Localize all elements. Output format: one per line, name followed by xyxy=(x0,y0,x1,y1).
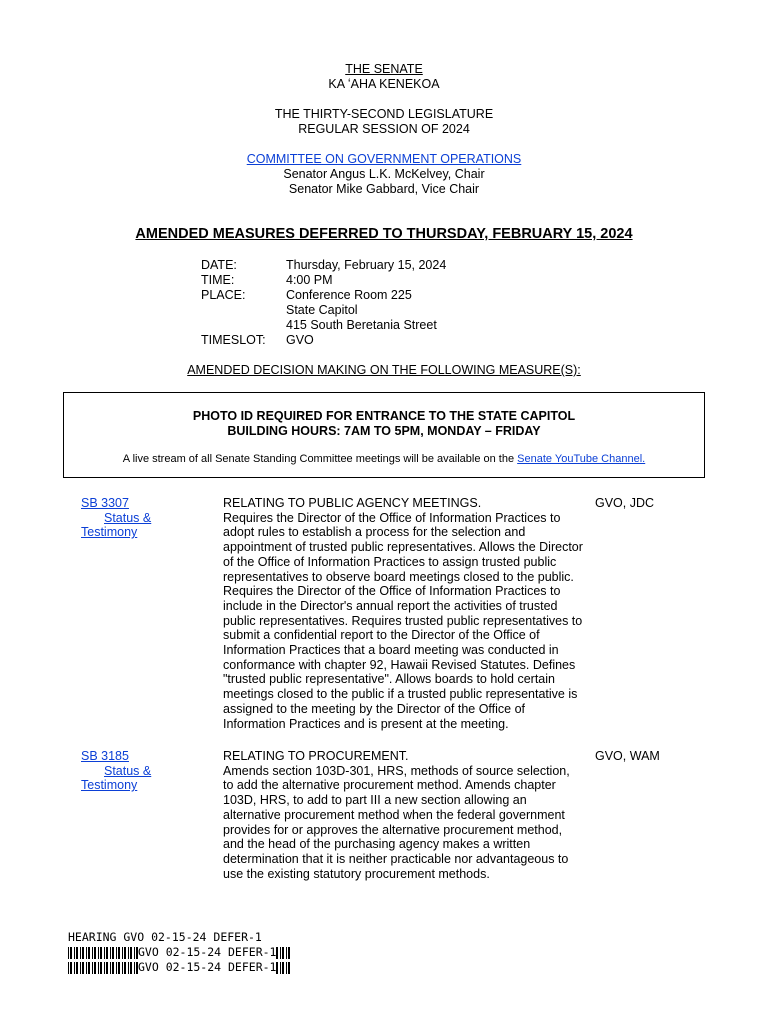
barcode-code: GVO 02-15-24 DEFER-1 xyxy=(138,945,277,959)
place-value-2: State Capitol xyxy=(286,303,358,317)
legislature-heading: THE THIRTY-SECOND LEGISLATURE xyxy=(274,107,494,121)
measure-title: RELATING TO PUBLIC AGENCY MEETINGS. xyxy=(223,496,482,510)
measure-description: Requires the Director of the Office of Information Practices to adopt rules to establish a process for the selection and appointment of trusted public representatives. Allows the Director of the Office of Information Practices to assign trusted public representatives to observe board meetings closed to the public. Requires the Director of the Office of Information Practices to include in the Director's annual report the activities of trusted public representatives. Requires trusted public representatives to submit a confidential report to the Director of the Office of Information Practices that a board meeting was conducted in conformance with chapter 92, Hawaii Revised Statutes. Defines "trusted public representative". Allows boards to hold certain meetings closed to the public if a trusted public representative is assigned to the meeting by the Director of the Office of Information Practices and is present at the meeting. xyxy=(223,510,583,731)
live-stream-text: A live stream of all Senate Standing Committee meetings will be available on the xyxy=(122,453,518,465)
measure-title: RELATING TO PROCUREMENT. xyxy=(223,749,409,763)
senate-heading: THE SENATE xyxy=(345,62,423,76)
barcode-icon xyxy=(68,947,138,959)
barcode-code: GVO 02-15-24 DEFER-1 xyxy=(138,960,277,974)
photo-id-notice: PHOTO ID REQUIRED FOR ENTRANCE TO THE STATE CAPITOL xyxy=(192,409,576,423)
decision-heading: AMENDED DECISION MAKING ON THE FOLLOWING MEASURE(S): xyxy=(187,363,581,377)
hearing-code: HEARING GVO 02-15-24 DEFER-1 xyxy=(68,930,262,944)
status-link[interactable]: Status & xyxy=(104,510,152,525)
date-label: DATE: xyxy=(201,258,237,272)
barcode-icon xyxy=(68,962,138,974)
status-link[interactable]: Status & xyxy=(104,763,152,778)
measure-committees: GVO, WAM xyxy=(595,749,660,763)
document-header xyxy=(0,62,768,197)
place-value-3: 415 South Beretania Street xyxy=(286,318,437,332)
live-stream-notice xyxy=(64,453,704,465)
committee-link[interactable]: COMMITTEE ON GOVERNMENT OPERATIONS xyxy=(246,152,522,166)
building-hours-notice: BUILDING HOURS: 7AM TO 5PM, MONDAY – FRIDAY xyxy=(227,424,541,438)
timeslot-label: TIMESLOT: xyxy=(201,333,266,347)
place-label: PLACE: xyxy=(201,288,246,302)
document-footer xyxy=(68,930,292,975)
barcode-icon xyxy=(276,962,292,974)
measure-link[interactable]: SB 3185 xyxy=(81,749,129,763)
testimony-link[interactable]: Testimony xyxy=(81,525,138,540)
hearing-details xyxy=(201,258,446,348)
notice-box xyxy=(63,392,705,478)
youtube-channel-link[interactable]: Senate YouTube Channel. xyxy=(517,453,646,465)
date-value: Thursday, February 15, 2024 xyxy=(286,258,447,272)
time-value: 4:00 PM xyxy=(286,273,333,287)
timeslot-value: GVO xyxy=(286,333,314,347)
notice-title: AMENDED MEASURES DEFERRED TO THURSDAY, FEBRUARY 15, 2024 xyxy=(135,226,633,242)
vice-chair-name: Senator Mike Gabbard, Vice Chair xyxy=(288,182,480,196)
measure-description: Amends section 103D-301, HRS, methods of source selection, to add the alternative procurement method. Amends chapter 103D, HRS, to add to part III a new section allowing an alternative procurement method when the federal government provides for or approves the alternative procurement method, and the head of the purchasing agency makes a written determination that it is neither practicable nor advantageous to use the existing statutory procurement methods. xyxy=(223,763,570,881)
barcode-icon xyxy=(276,947,292,959)
chair-name: Senator Angus L.K. McKelvey, Chair xyxy=(283,167,485,181)
measure-committees: GVO, JDC xyxy=(595,496,655,510)
senate-hawaiian-heading: KA ʻAHA KENEKOA xyxy=(328,77,440,91)
session-heading: REGULAR SESSION OF 2024 xyxy=(298,122,470,136)
time-label: TIME: xyxy=(201,273,235,287)
measure-link[interactable]: SB 3307 xyxy=(81,496,129,510)
testimony-link[interactable]: Testimony xyxy=(81,778,138,793)
place-value-1: Conference Room 225 xyxy=(286,288,412,302)
